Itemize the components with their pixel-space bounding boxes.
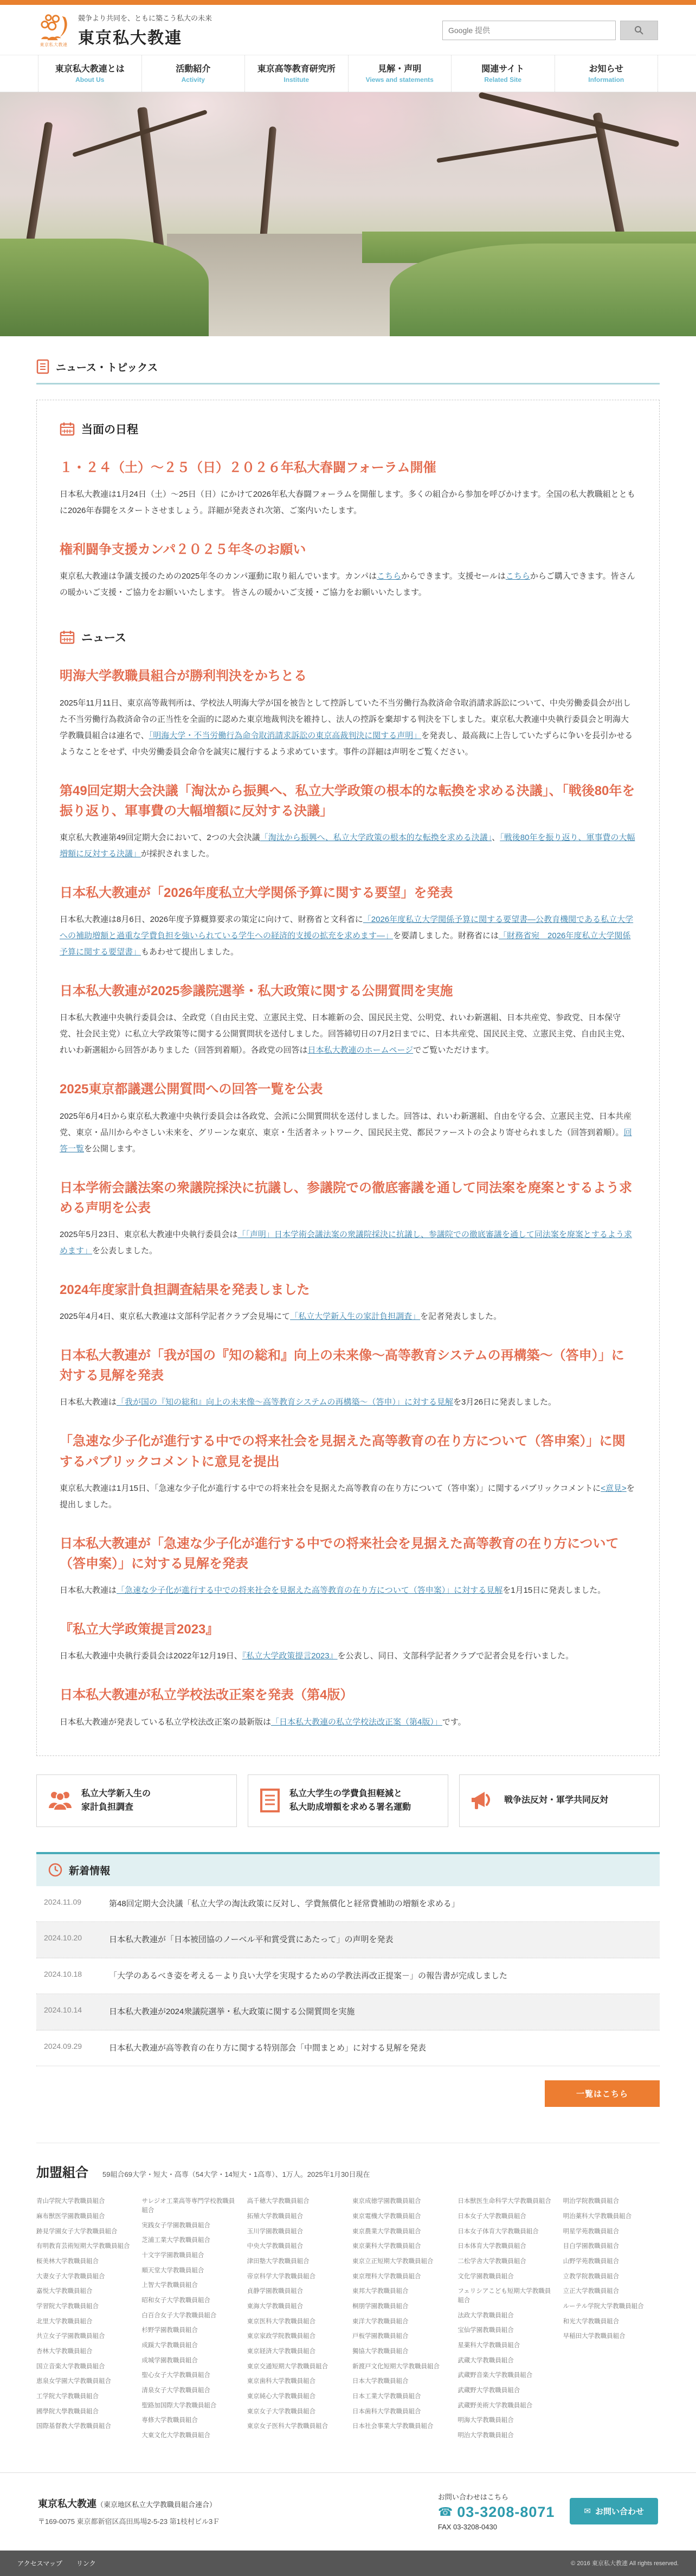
- member-union: 杉野学園教職員組合: [141, 2327, 198, 2334]
- member-union: 明治薬科大学教職員組合: [563, 2213, 632, 2220]
- news-item-heading: 日本私大教連が「我が国の『知の総和』向上の未来像～高等教育システムの再構築～（答申）」に対する見解を発表: [60, 1348, 624, 1383]
- member-union: 学習院大学教職員組合: [36, 2303, 99, 2310]
- news-item-body: [60, 830, 636, 862]
- member-union: 玉川学園教職員組合: [247, 2228, 304, 2235]
- member-union: 星薬科大学教職員組合: [457, 2342, 520, 2349]
- inline-link[interactable]: 「急速な少子化が進行する中での将来社会を見据えた高等教育の在り方について（答申案）」に対する見解: [117, 1586, 503, 1595]
- member-union: 拓殖大学教職員組合: [247, 2213, 304, 2220]
- body-text: 2025年5月23日、東京私大教連中央執行委員会は: [60, 1229, 238, 1239]
- member-union: 和光大学教職員組合: [563, 2318, 620, 2325]
- updates-list: [36, 1886, 660, 2067]
- news-item-body: [60, 1227, 636, 1259]
- member-union: 東京交通短期大学教職員組合: [247, 2363, 328, 2370]
- member-union: 東京立正短期大学教職員組合: [352, 2258, 434, 2265]
- member-union: 武蔵野音楽大学教職員組合: [457, 2372, 533, 2379]
- footer-bottom-bar: [0, 2551, 696, 2576]
- update-date: 2024.11.09: [44, 1897, 82, 1906]
- nav-label-jp: 見解・声明: [378, 65, 422, 74]
- member-union: 日本女子体育大学教職員組合: [457, 2228, 539, 2235]
- news-items: [60, 666, 636, 1730]
- footer-contact-label: お問い合わせはこちら: [437, 2492, 508, 2501]
- mail-icon: ✉: [584, 2507, 591, 2516]
- member-union: 大東文化大学教職員組合: [141, 2432, 210, 2439]
- news-item-heading: 日本私大教連が「急速な少子化が進行する中での将来社会を見据えた高等教育の在り方について（答申案）」に対する見解を発表: [60, 1536, 619, 1571]
- member-union: 東京医科大学教職員組合: [247, 2318, 316, 2325]
- member-union: ルーテル学院大学教職員組合: [563, 2303, 644, 2310]
- clock-icon: [48, 1863, 62, 1877]
- member-union: 新渡戸文化短期大学教職員組合: [352, 2363, 440, 2370]
- member-union: 清泉女子大学教職員組合: [141, 2387, 210, 2394]
- footer-org-sub: （東京地区私立大学教職員組合連合）: [96, 2500, 217, 2509]
- member-union: 国際基督教大学教職員組合: [36, 2423, 111, 2430]
- member-union: 日本歯科大学教職員組合: [352, 2408, 421, 2415]
- schedule-item-heading: １・２４（土）～２５（日）２０２６年私大春闘フォーラム開催: [60, 460, 436, 475]
- body-text: でご覧いただけます。: [413, 1046, 494, 1055]
- update-text: 「大学のあるべき姿を考える－より良い大学を実現するための学教法再改正提案－」の報告書が完成しました: [109, 1971, 508, 1981]
- member-union: 中央大学教職員組合: [247, 2243, 304, 2250]
- update-date: 2024.10.20: [44, 1933, 82, 1943]
- member-union: 東京女子医科大学教職員組合: [247, 2423, 328, 2430]
- news-item-body: [60, 1394, 636, 1411]
- hero-image-cherry-blossoms: [0, 92, 696, 336]
- member-union: 獨協大学教職員組合: [352, 2348, 409, 2355]
- member-union: 東京歯科大学教職員組合: [247, 2378, 316, 2385]
- member-union: 国立音楽大学教職員組合: [36, 2363, 105, 2370]
- member-union: 明海大学教職員組合: [457, 2417, 514, 2424]
- site-title: 東京私大教連: [78, 29, 182, 47]
- megaphone-icon: [471, 1790, 495, 1811]
- member-union: 宝仙学園教職員組合: [457, 2327, 514, 2334]
- member-union: 昭和女子大学教職員組合: [141, 2297, 210, 2304]
- nav-item-about-us[interactable]: [38, 55, 142, 92]
- copyright: © 2016 東京私大教連 All rights reserved.: [571, 2560, 679, 2567]
- member-union: 國學院大學教職員組合: [36, 2408, 99, 2415]
- news-topics-icon: [36, 359, 49, 374]
- quicklink-label: 戦争法反対・軍学共同反対: [504, 1796, 609, 1805]
- news-item-body: [60, 695, 636, 760]
- news-item-body: [60, 1648, 636, 1664]
- schedule-item-body: [60, 486, 636, 519]
- body-text: 東京私大教連は争議支援のための2025年冬のカンパ運動に取り組んでいます。カンパは: [60, 572, 377, 581]
- member-union: 麻布獣医学園教職員組合: [36, 2213, 105, 2220]
- member-union: 有明教育芸術短期大学教職員組合: [36, 2243, 130, 2250]
- nav-label-jp: 活動紹介: [176, 65, 211, 74]
- search-icon: [634, 25, 644, 35]
- nav-label-en: Institute: [283, 76, 310, 84]
- member-union: 上智大学教職員組合: [141, 2282, 198, 2289]
- updates-header: [36, 1852, 660, 1886]
- member-union: 武蔵野美術大学教職員組合: [457, 2402, 533, 2409]
- member-union: 帝京科学大学教職員組合: [247, 2273, 316, 2280]
- member-union: 東京家政学院教職員組合: [247, 2333, 316, 2340]
- member-union: 早稲田大学教職員組合: [563, 2333, 626, 2340]
- member-union: 共立女子学園教職員組合: [36, 2333, 105, 2340]
- member-union: 跡見学園女子大学教職員組合: [36, 2228, 118, 2235]
- member-union: 白百合女子大学教職員組合: [141, 2312, 217, 2319]
- update-row[interactable]: [36, 2030, 660, 2067]
- news-item-body: [60, 1108, 636, 1157]
- member-union: 日本体育大学教職員組合: [457, 2243, 526, 2250]
- nav-label-en: Activity: [181, 76, 205, 84]
- member-union: 貞静学園教職員組合: [247, 2288, 304, 2295]
- contact-button-label: お問い合わせ: [595, 2507, 644, 2516]
- member-union: 聖路加国際大学教職員組合: [141, 2402, 217, 2409]
- body-text: を記者発表しました。: [420, 1312, 502, 1322]
- news-item-heading: 2025東京都議選公開質問への回答一覧を公表: [60, 1082, 323, 1097]
- site-footer: [0, 2472, 696, 2547]
- body-text: からご購入できます。皆さんの暖かいご支援・ご協力をお願いいたします。 皆さんの暖かいご支援・ご協力をお願いいたします。: [60, 572, 635, 598]
- quicklink-anti-war-law[interactable]: [459, 1774, 660, 1827]
- member-union: 成蹊大学教職員組合: [141, 2342, 198, 2349]
- member-union: 順天堂大学教職員組合: [141, 2267, 204, 2274]
- update-row[interactable]: [36, 1958, 660, 1995]
- nav-label-jp: 関連サイト: [481, 65, 525, 74]
- footer-tel-number: 03-3208-8071: [457, 2503, 555, 2520]
- nav-item-related-site[interactable]: [452, 55, 555, 92]
- update-text: 日本私大教連が高等教育の在り方に関する特別部会「中間まとめ」に対する見解を発表: [109, 2043, 427, 2053]
- footer-fax: FAX 03-3208-0430: [437, 2522, 497, 2531]
- body-text: を公表しました。: [92, 1246, 158, 1255]
- member-union: 成城学園教職員組合: [141, 2357, 198, 2364]
- calendar-icon: [60, 630, 75, 644]
- logo-people-icon: [38, 13, 69, 41]
- logo-caption: 東京私大教連: [40, 42, 68, 47]
- news-item-body: [60, 1481, 636, 1513]
- quicklink-label: 私立大学生の学費負担軽減と 私大助成増額を求める署名運動: [289, 1789, 411, 1812]
- inline-link[interactable]: 「戦後80年を振り返り、軍事費の大幅増額に反対する決議」: [60, 832, 635, 858]
- section-title-schedule: 当面の日程: [81, 424, 138, 436]
- member-union: 東京薬科大学教職員組合: [352, 2243, 421, 2250]
- news-item-heading: 日本私大教連が2025参議院選挙・私大政策に関する公開質問を実施: [60, 984, 453, 999]
- site-header: [0, 5, 696, 55]
- member-union: 法政大学教職員組合: [457, 2312, 514, 2319]
- inline-link[interactable]: こちら: [377, 572, 402, 581]
- body-text: 日本私大教連は1月24日（土）～25日（日）にかけて2026年私大春闘フォーラムを開催します。多くの組合から参加を呼びかけます。全国の私大教職組とともに2026年春闘をスタートさせましょう。詳細が発表され次第、ご案内いたします。: [60, 490, 635, 516]
- inline-link[interactable]: 「我が国の『知の総和』向上の未来像～高等教育システムの再構築～（答申）」に対する見解: [117, 1398, 454, 1407]
- inline-link[interactable]: 「「声明」日本学術会議法案の衆議院採決に抗議し、参議院での徹底審議を通して同法案を廃案とするよう求めます」: [60, 1229, 632, 1255]
- news-item-body: [60, 1010, 636, 1059]
- news-item-heading: 日本学術会議法案の衆議院採決に抗議し、参議院での徹底審議を通して同法案を廃案とするよう求める声明を公表: [60, 1180, 632, 1215]
- body-text: からできます。支援セールは: [401, 572, 506, 581]
- grass: [0, 239, 209, 336]
- member-column: [247, 2197, 344, 2446]
- inline-link[interactable]: 「日本私大教連の私立学校法改正案（第4版）」: [271, 1717, 442, 1727]
- member-union: 日本大学教職員組合: [352, 2378, 409, 2385]
- body-text: を要請しました。財務省には: [393, 931, 499, 941]
- member-union: 東邦大学教職員組合: [352, 2288, 409, 2295]
- member-union: 日本社会事業大学教職員組合: [352, 2423, 434, 2430]
- member-column: [36, 2197, 133, 2446]
- news-item-heading: 第49回定期大会決議「淘汰から振興へ、私立大学政策の根本的な転換を求める決議」、「戦後80年を振り返り、軍事費の大幅増額に反対する決議」: [60, 783, 635, 818]
- member-union: 東京女子大学教職員組合: [247, 2408, 316, 2415]
- nav-label-en: Related Site: [484, 76, 522, 84]
- body-text: を1月15日に発表しました。: [502, 1586, 606, 1595]
- nav-item-views-and-statements[interactable]: [349, 55, 452, 92]
- member-union: 武蔵野大学教職員組合: [457, 2387, 520, 2394]
- news-item-heading: 日本私大教連が「2026年度私立大学関係予算に関する要望」を発表: [60, 885, 453, 900]
- footer-address: 〒169-0075 東京都新宿区高田馬場2-5-23 第1枝村ビル3Ｆ: [38, 2517, 220, 2526]
- body-text: 東京私大教連は1月15日、「急速な少子化が進行する中での将来社会を見据えた高等教育の在り方について（答申案）」に関するパブリックコメントに: [60, 1483, 601, 1493]
- calendar-icon: [60, 422, 75, 436]
- schedule-item-heading: 権利闘争支援カンパ２０２５年冬のお願い: [60, 542, 306, 558]
- news-item-body: [60, 1309, 636, 1325]
- inline-link[interactable]: 日本私大教連のホームページ: [307, 1046, 414, 1055]
- member-union: 東京純心大学教職員組合: [247, 2393, 316, 2400]
- member-union: 明星学苑教職員組合: [563, 2228, 620, 2235]
- member-union: 実践女子学園教職員組合: [141, 2222, 210, 2229]
- member-union: 工学院大学教職員組合: [36, 2393, 99, 2400]
- news-item-heading: 「急速な少子化が進行する中での将来社会を見据えた高等教育の在り方について（答申案）」に関するパブリックコメントに意見を提出: [60, 1434, 626, 1469]
- member-union: 嘉悦大学教職員組合: [36, 2288, 93, 2295]
- update-row[interactable]: [36, 1886, 660, 1923]
- updates-more-button[interactable]: 一覧はこちら: [545, 2080, 660, 2107]
- member-column: [457, 2197, 554, 2446]
- member-union: 津田塾大学教職員組合: [247, 2258, 310, 2265]
- member-union: 目白学園教職員組合: [563, 2243, 620, 2250]
- section-title-news: ニュース: [81, 632, 126, 645]
- member-union: 恵泉女学園大学教職員組合: [36, 2378, 111, 2385]
- divider: [36, 383, 660, 385]
- member-unions-section: [36, 2143, 660, 2446]
- member-union: 専修大学教職員組合: [141, 2417, 198, 2424]
- member-union: 文化学園教職員組合: [457, 2273, 514, 2280]
- body-text: を公表し、同日、文部科学記者クラブで記者会見を行いました。: [337, 1651, 574, 1661]
- news-item-heading: 2024年度家計負担調査結果を発表しました: [60, 1282, 310, 1297]
- body-text: を発表し、最高裁に上告していたずらに争いを長引かせるようなことをせず、中央労働委員会命令を誠実に履行するよう求めています。事件の詳細は声明をご覧ください。: [60, 730, 633, 757]
- inline-link[interactable]: 回答一覧: [60, 1127, 632, 1154]
- news-item-body: [60, 1582, 636, 1599]
- news-item-body: [60, 1714, 636, 1731]
- section-title-updates: 新着情報: [69, 1865, 111, 1877]
- site-logo[interactable]: [38, 13, 69, 48]
- member-union: 明治学院教職員組合: [563, 2198, 620, 2205]
- quicklink-label: 私立大学新入生の 家計負担調査: [81, 1789, 151, 1812]
- nav-label-en: About Us: [75, 76, 105, 84]
- nav-item-activity[interactable]: [142, 55, 246, 92]
- nav-label-jp: 東京高等教育研究所: [257, 65, 336, 74]
- body-text: 、: [492, 832, 500, 842]
- member-union: 桐朋学園教職員組合: [352, 2303, 409, 2310]
- body-text: 日本私大教連は8月6日、2026年度予算概算要求の策定に向けて、財務省と文科省に: [60, 915, 363, 925]
- schedule-item-body: [60, 568, 636, 601]
- nav-label-jp: 東京私大教連とは: [55, 65, 125, 74]
- nav-item-institute[interactable]: [245, 55, 349, 92]
- section-title-news-topics: ニュース・トピックス: [56, 362, 158, 374]
- update-text: 日本私大教連が「日本被団協のノーベル平和賞受賞にあたって」の声明を発表: [109, 1935, 394, 1945]
- main-nav: [0, 55, 696, 92]
- member-column: [141, 2197, 238, 2446]
- body-text: 日本私大教連が発表している私立学校法改正案の最新版は: [60, 1717, 272, 1727]
- site-tagline: 競争より共同を、ともに築こう私大の未来: [78, 14, 212, 22]
- quicklink-household-survey[interactable]: [36, 1774, 237, 1827]
- news-topics-box: [36, 400, 660, 1756]
- member-column: [352, 2197, 449, 2446]
- member-union: 杏林大学教職員組合: [36, 2348, 93, 2355]
- body-text: です。: [442, 1717, 466, 1727]
- member-union: 日本女子大学教職員組合: [457, 2213, 526, 2220]
- schedule-items: [60, 458, 636, 601]
- member-union: 桜美林大学教職員組合: [36, 2258, 99, 2265]
- news-item-heading: 『私立大学政策提言2023』: [60, 1622, 219, 1637]
- inline-link[interactable]: 「財務省宛 2026年度私立大学関係予算に関する要望書」: [60, 931, 631, 957]
- footer-org-name: [38, 2496, 220, 2510]
- member-union: 青山学院大学教職員組合: [36, 2198, 105, 2205]
- inline-link[interactable]: こちら: [505, 572, 530, 581]
- members-summary: 59組合69大学・短大・高専（54大学・14短大・1高専）、1万人。2025年1月30日現在: [102, 2170, 370, 2179]
- nav-label-en: Views and statements: [365, 76, 434, 84]
- member-union: 東京理科大学教職員組合: [352, 2273, 421, 2280]
- member-union: 山野学苑教職員組合: [563, 2258, 620, 2265]
- nav-label-jp: お知らせ: [589, 65, 624, 74]
- member-union: 十文字学園教職員組合: [141, 2252, 204, 2259]
- body-text: 日本私大教連中央執行委員会は、全政党（自由民主党、立憲民主党、日本維新の会、国民民主党、公明党、れいわ新選組、日本共産党、参政党、日本保守党、社会民主党）に私立大学政策等に関する公開質問状を送付しました。回答締切日の7月2日までに、日本共産党、国民民主党、立憲民主党、自由民主党、れいわ新選組から回答がありました（回答到着順）。各政党の回答は: [60, 1013, 630, 1055]
- quick-links: [36, 1774, 660, 1827]
- member-union: 大妻女子大学教職員組合: [36, 2273, 105, 2280]
- news-item-heading: 明海大学教職員組合が勝利判決をかちとる: [60, 669, 307, 684]
- body-text: 2025年6月4日から東京私大教連中央執行委員会は各政党、会派に公開質問状を送付しました。回答は、れいわ新選組、自由を守る会、立憲民主党、日本共産党、東京・品川からやさしい未来を、グリーンな東京、東京・生活者ネットワーク、国民民主党、都民ファーストの会より寄せられました（回答到着順）。: [60, 1111, 632, 1137]
- section-title-members: 加盟組合: [36, 2165, 88, 2181]
- update-date: 2024.09.29: [44, 2041, 82, 2050]
- member-union: 東京電機大学教職員組合: [352, 2213, 421, 2220]
- member-union: 聖心女子大学教職員組合: [141, 2372, 210, 2379]
- member-union: 日本工業大学教職員組合: [352, 2393, 421, 2400]
- body-text: が採択されました。: [141, 849, 215, 858]
- member-union: 東京経済大学教職員組合: [247, 2348, 316, 2355]
- body-text: 日本私大教連は: [60, 1586, 117, 1595]
- inline-link[interactable]: 「明海大学・不当労働行為命令取消請求訴訟の東京高裁判決に関する声明」: [149, 730, 422, 740]
- member-union: 東海大学教職員組合: [247, 2303, 304, 2310]
- member-union: 立正大学教職員組合: [563, 2288, 620, 2295]
- member-column: [563, 2197, 660, 2446]
- update-text: 日本私大教連が2024衆議院選挙・私大政策に関する公開質問を実施: [109, 2007, 355, 2017]
- search-button[interactable]: [620, 21, 658, 40]
- nav-item-information[interactable]: [555, 55, 659, 92]
- body-text: もあわせて提出しました。: [141, 947, 239, 957]
- member-union: 日本獣医生命科学大学教職員組合: [457, 2198, 551, 2205]
- footer-link-links[interactable]: リンク: [76, 2559, 96, 2567]
- news-item-heading: 日本私大教連が私立学校法改正案を発表（第4版）: [60, 1688, 353, 1703]
- inline-link[interactable]: 「淘汰から振興へ、私立大学政策の根本的な転換を求める決議」: [260, 832, 492, 842]
- body-text: 日本私大教連中央執行委員会は2022年12月19日、: [60, 1651, 242, 1661]
- contact-button[interactable]: [570, 2498, 658, 2524]
- member-union: 東京成徳学園教職員組合: [352, 2198, 421, 2205]
- member-union: 高千穂大学教職員組合: [247, 2198, 310, 2205]
- top-accent-bar: [0, 0, 696, 5]
- footer-org-main: 東京私大教連: [38, 2498, 96, 2509]
- inline-link[interactable]: 『私立大学政策提言2023』: [242, 1651, 338, 1661]
- inline-link[interactable]: 「2026年度私立大学関係予算に関する要望書―公教育機関である私立大学への補助増額と過重な学費負担を強いられている学生への経済的支援の拡充を求めます―」: [60, 915, 634, 941]
- member-union: 東京農業大学教職員組合: [352, 2228, 421, 2235]
- footer-link-access-map[interactable]: アクセスマップ: [17, 2559, 62, 2567]
- update-date: 2024.10.18: [44, 1969, 82, 1978]
- body-text: 日本私大教連は: [60, 1398, 117, 1407]
- quicklink-signature-campaign[interactable]: [248, 1774, 448, 1827]
- body-text: 東京私大教連第49回定期大会において、2つの大会決議: [60, 832, 260, 842]
- body-text: を提出しました。: [60, 1483, 635, 1509]
- phone-icon: ☎: [437, 2505, 453, 2519]
- document-icon: [259, 1789, 281, 1812]
- update-row[interactable]: [36, 1922, 660, 1958]
- people-icon: [48, 1790, 73, 1811]
- member-union: 芝浦工業大学教職員組合: [141, 2237, 210, 2244]
- member-union: 明治大学教職員組合: [457, 2432, 514, 2439]
- update-row[interactable]: [36, 1994, 660, 2030]
- member-union: 戸板学園教職員組合: [352, 2333, 409, 2340]
- member-columns: [36, 2197, 660, 2446]
- member-union: フェリシアこども短期大学教職員組合: [457, 2288, 551, 2304]
- nav-label-en: Information: [588, 76, 624, 84]
- search-input[interactable]: [442, 21, 616, 40]
- inline-link[interactable]: 「私立大学新入生の家計負担調査」: [290, 1312, 421, 1322]
- member-union: 立教学院教職員組合: [563, 2273, 620, 2280]
- member-union: 二松学舎大学教職員組合: [457, 2258, 526, 2265]
- member-union: 北里大学教職員組合: [36, 2318, 93, 2325]
- update-date: 2024.10.14: [44, 2005, 82, 2015]
- update-text: 第48回定期大会決議「私立大学の淘汰政策に反対し、学費無償化と経常費補助の増額を求める」: [109, 1899, 460, 1908]
- member-union: 武蔵大学教職員組合: [457, 2357, 514, 2364]
- body-text: 2025年4月4日、東京私大教連は文部科学記者クラブ会見場にて: [60, 1312, 291, 1322]
- body-text: を3月26日に発表しました。: [453, 1398, 557, 1407]
- inline-link[interactable]: <意見>: [601, 1483, 627, 1493]
- body-text: を公開します。: [84, 1144, 140, 1154]
- news-item-body: [60, 912, 636, 960]
- member-union: 東洋大学教職員組合: [352, 2318, 409, 2325]
- body-text: 2025年11月11日、東京高等裁判所は、学校法人明海大学が国を被告として控訴していた不当労働行為救済命令取消請求訴訟について、中央労働委員会が出した不当労働行為救済命令の正当性を全面的に認めた東京地裁判決を維持し、法人の控訴を棄却する判決を下しました。東京私大教連中央執行委員会と明海大学教職員組合は連名で、: [60, 698, 631, 740]
- grass: [390, 243, 696, 336]
- member-union: サレジオ工業高等専門学校教職員組合: [141, 2198, 235, 2214]
